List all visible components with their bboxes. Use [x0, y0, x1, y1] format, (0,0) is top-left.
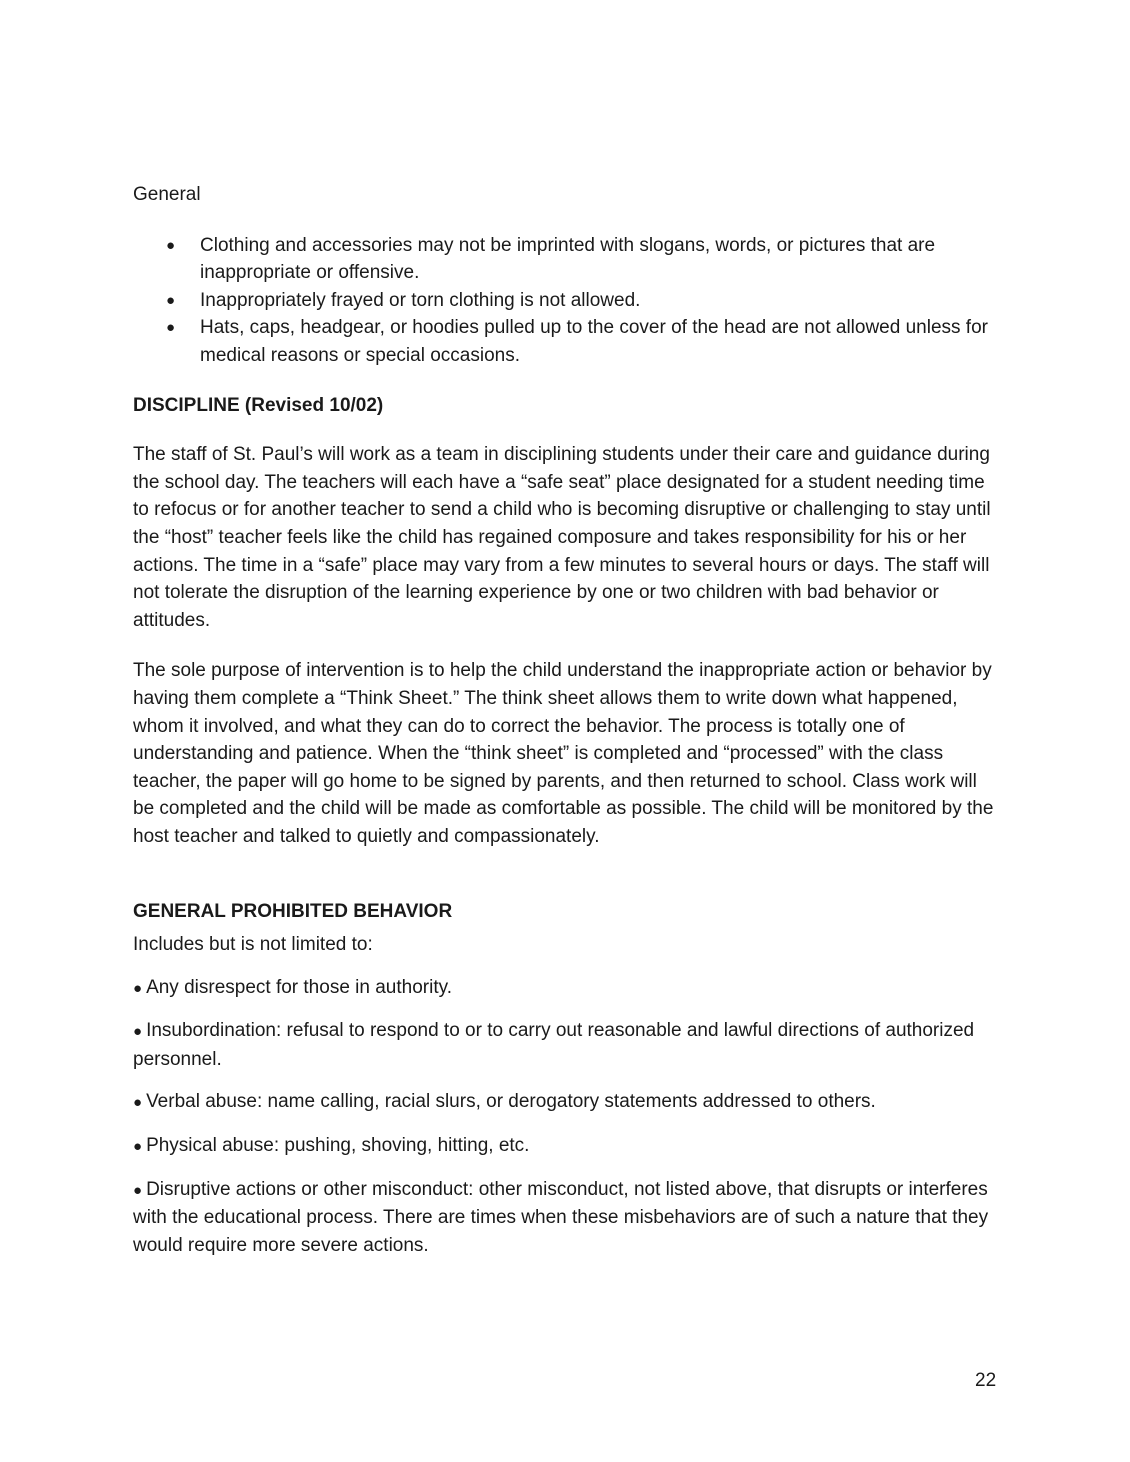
prohibited-intro: Includes but is not limited to: — [133, 934, 373, 956]
bullet-icon: ● — [166, 236, 176, 254]
bullet-icon: ● — [133, 1023, 143, 1041]
bullet-icon: ● — [133, 1181, 143, 1199]
bullet-icon: ● — [166, 291, 176, 309]
bullet-icon: ● — [133, 979, 143, 997]
list-item-text: Disruptive actions or other misconduct: other misconduct, not listed above, that disrupts or interferes with the educational process. There are times when these misbehaviors are of such a nature that they would require more severe actions. — [133, 1178, 989, 1256]
list-item — [133, 314, 1003, 369]
bullet-icon: ● — [133, 1138, 143, 1156]
page-number: 22 — [975, 1370, 997, 1391]
list-item — [133, 1088, 1003, 1117]
section-heading-general: General — [133, 184, 201, 205]
discipline-paragraph: The sole purpose of intervention is to help the child understand the inappropriate action or behavior by having them complete a “Think Sheet.” The think sheet allows them to write down what happened, whom it involved, and what they can do to correct the behavior. The process is totally one of understanding and patience. When the “think sheet” is completed and “processed” with the class teacher, the paper will go home to be signed by parents, and then returned to school. Class work will be completed and the child will be made as comfortable as possible. The child will be monitored by the host teacher and talked to quietly and compassionately. — [133, 660, 994, 847]
list-item — [133, 232, 1003, 287]
list-item-text: Insubordination: refusal to respond to or to carry out reasonable and lawful directions of authorized personnel. — [133, 1020, 975, 1070]
list-item-text: Verbal abuse: name calling, racial slurs, or derogatory statements addressed to others. — [146, 1091, 876, 1113]
list-item — [133, 1132, 1003, 1161]
list-item — [133, 1176, 1003, 1260]
list-item-text: Any disrespect for those in authority. — [146, 976, 452, 998]
document-page — [133, 181, 1003, 1259]
list-item-text: Hats, caps, headgear, or hoodies pulled up to the cover of the head are not allowed unless for medical reasons or special occasions. — [200, 317, 988, 366]
list-item — [133, 1017, 1003, 1073]
list-item — [133, 287, 1003, 315]
list-item-text: Physical abuse: pushing, shoving, hitting, etc. — [146, 1135, 530, 1157]
list-item-text: Clothing and accessories may not be imprinted with slogans, words, or pictures that are inappropriate or offensive. — [200, 234, 936, 284]
prohibited-behavior-title: GENERAL PROHIBITED BEHAVIOR — [133, 901, 453, 923]
dress-code-list — [133, 232, 1003, 370]
discipline-paragraph: The staff of St. Paul’s will work as a team in disciplining students under their care and guidance during the school day. The teachers will each have a “safe seat” place designated for a student needing time to refocus or for another teacher to send a child who is becoming disruptive or challenging to stay until the “host” teacher feels like the child has regained composure and takes responsibility for his or her actions. The time in a “safe” place may vary from a few minutes to several hours or days. The staff will not tolerate the disruption of the learning experience by one or two children with bad behavior or attitudes. — [133, 444, 991, 631]
bullet-icon: ● — [166, 319, 176, 337]
list-item-text: Inappropriately frayed or torn clothing is not allowed. — [200, 289, 641, 311]
bullet-icon: ● — [133, 1094, 143, 1112]
list-item — [133, 974, 1003, 1003]
discipline-title: DISCIPLINE (Revised 10/02) — [133, 394, 384, 416]
